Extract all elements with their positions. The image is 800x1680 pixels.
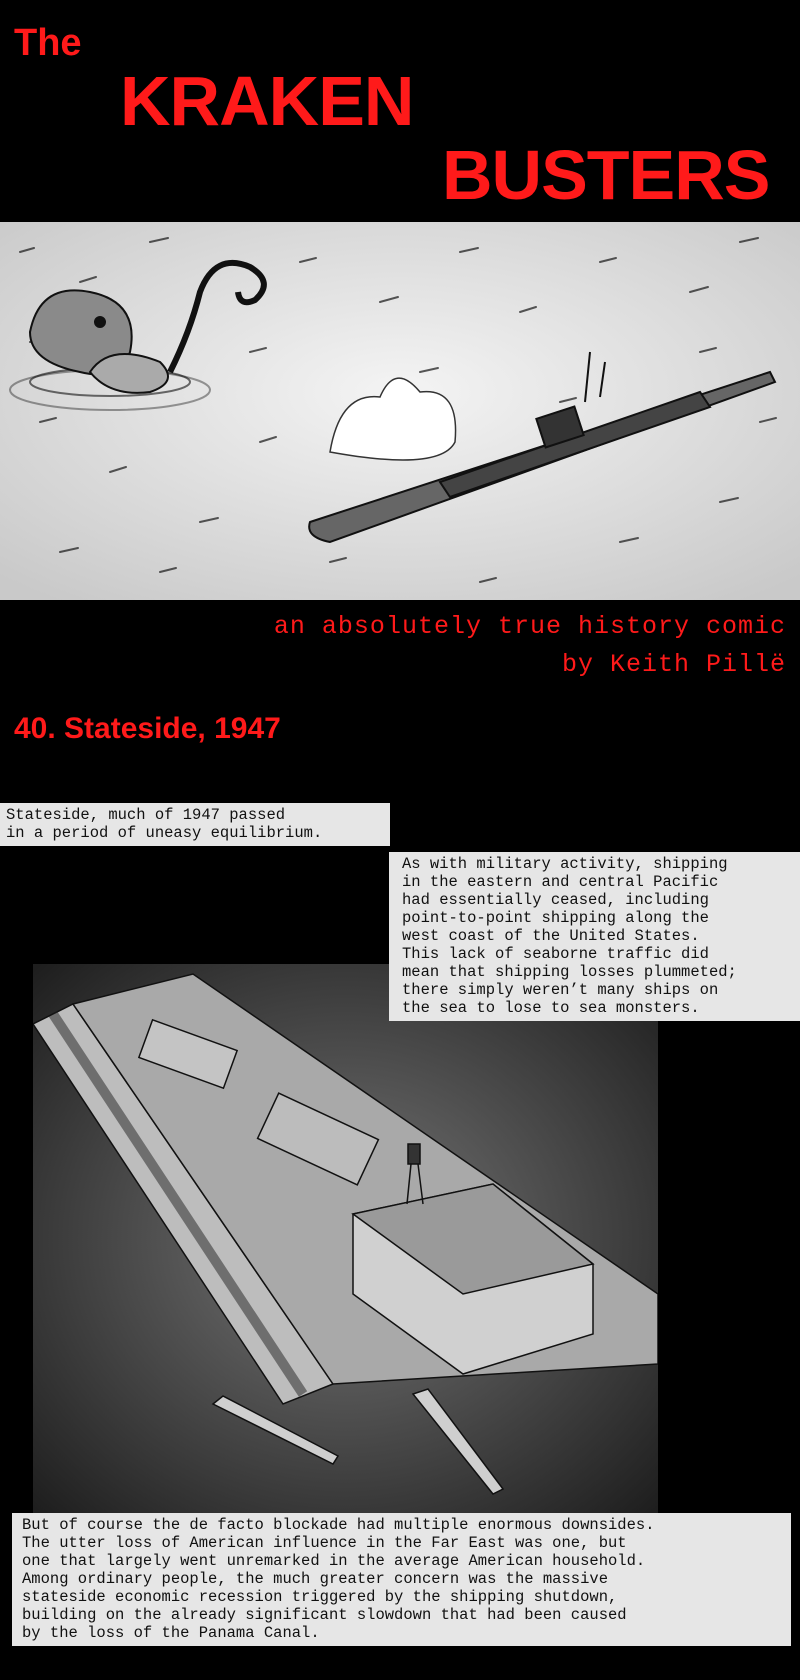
- title-kraken: KRAKEN: [120, 62, 414, 140]
- byline-subtitle: an absolutely true history comic: [273, 612, 786, 641]
- kraken-battle-illustration: [0, 222, 800, 600]
- caption-3: But of course the de facto blockade had multiple enormous downsides. The utter loss of American influence in the Far East was one, but one that largely went unremarked in the average American household. Among ordinary people, the much greater concern was the massive stateside economic recession triggered by the shipping shutdown, building on the already significant slowdown that had been caused by the loss of the Panama Canal.: [12, 1513, 791, 1646]
- caption-2: As with military activity, shipping in the eastern and central Pacific had essentially ceased, including point-to-point shipping along the west coast of the United States. This lack of seaborne traffic did mean that shipping losses plummeted; there simply weren’t many ships on the sea to lose to sea monsters.: [389, 852, 800, 1021]
- caption-1: Stateside, much of 1947 passed in a period of uneasy equilibrium.: [0, 803, 390, 846]
- title-busters: BUSTERS: [442, 136, 770, 214]
- kraken-panel: [0, 222, 800, 600]
- chapter-title: 40. Stateside, 1947: [14, 712, 281, 745]
- port-aerial-illustration: [33, 964, 658, 1514]
- byline-author: by Keith Pillë: [561, 650, 786, 679]
- port-panel: [33, 964, 658, 1514]
- title-the: The: [14, 22, 82, 64]
